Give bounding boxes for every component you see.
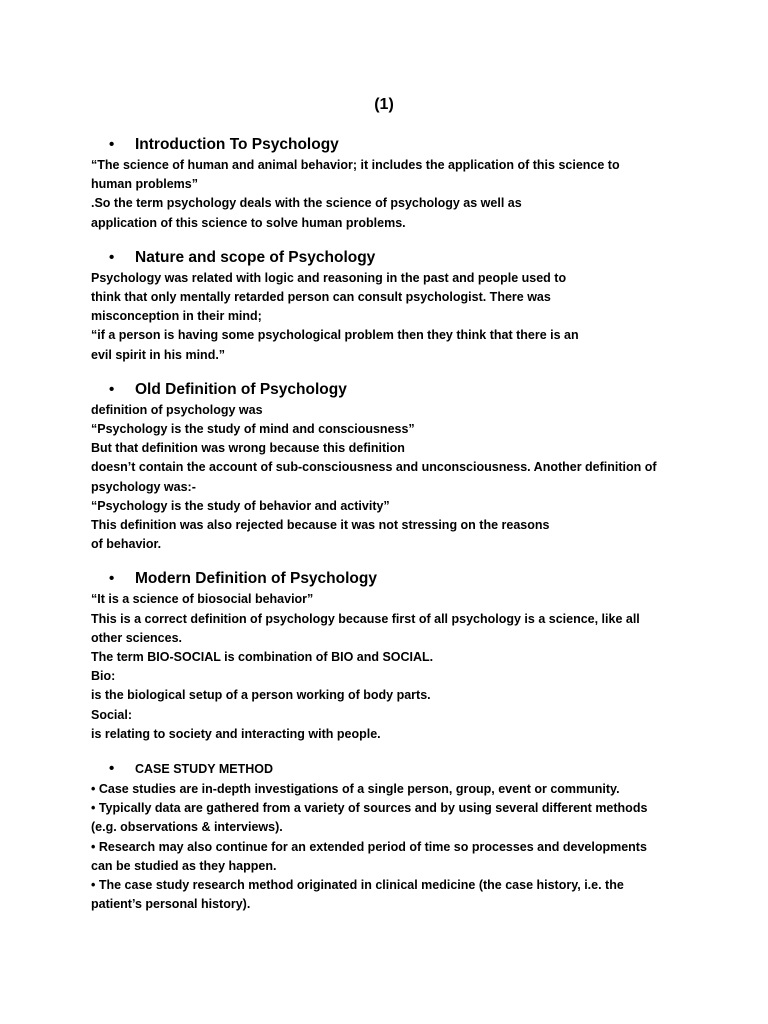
paragraph-line: other sciences. (91, 630, 183, 645)
page-number: (1) (374, 96, 394, 113)
heading-text: Old Definition of Psychology (135, 380, 347, 398)
paragraph-line: psychology was:- (91, 479, 196, 494)
paragraph-line: of behavior. (91, 537, 162, 552)
document-body (91, 134, 691, 929)
paragraph-line: This definition was also rejected because it was not stressing on the reasons (91, 518, 550, 533)
paragraph-line: • Research may also continue for an extended period of time so processes and developments (91, 839, 647, 854)
paragraph-line: evil spirit in his mind.” (91, 347, 226, 362)
section-heading (91, 379, 691, 401)
paragraph-line: (e.g. observations & interviews). (91, 820, 283, 835)
paragraph-line: “The science of human and animal behavior; it includes the application of this science to (91, 158, 620, 172)
section-heading (91, 247, 691, 269)
bullet-icon: • (109, 248, 115, 266)
section-introduction (91, 134, 691, 233)
paragraph-line: This is a correct definition of psychology because first of all psychology is a science, like all (91, 611, 640, 626)
section-heading (91, 568, 691, 590)
paragraph-line: can be studied as they happen. (91, 858, 277, 873)
heading-text: Modern Definition of Psychology (135, 570, 377, 588)
paragraph-line: patient’s personal history). (91, 897, 251, 912)
section-nature-scope (91, 247, 691, 365)
bullet-icon: • (109, 760, 115, 778)
paragraph-line: • The case study research method originated in clinical medicine (the case history, i.e. the (91, 878, 624, 893)
paragraph-line: The term BIO-SOCIAL is combination of BIO and SOCIAL. (91, 650, 434, 665)
section-heading (91, 134, 691, 156)
paragraph-line: .So the term psychology deals with the science of psychology as well as (91, 196, 522, 211)
heading-text: Nature and scope of Psychology (135, 248, 376, 266)
paragraph-line: “It is a science of biosocial behavior” (91, 592, 314, 607)
heading-text: CASE STUDY METHOD (135, 762, 273, 777)
paragraph-line: human problems” (91, 177, 198, 192)
paragraph-line: But that definition was wrong because this definition (91, 441, 405, 456)
paragraph-line: Social: (91, 707, 132, 722)
paragraph-line: “Psychology is the study of behavior and activity” (91, 498, 390, 513)
paragraph-line: • Typically data are gathered from a variety of sources and by using several different methods (91, 801, 648, 816)
section-case-study (91, 758, 691, 914)
bullet-icon: • (109, 136, 115, 153)
paragraph-line: • Case studies are in-depth investigations of a single person, group, event or community. (91, 782, 620, 797)
paragraph-line: think that only mentally retarded person can consult psychologist. There was (91, 290, 551, 305)
paragraph-line: “if a person is having some psychological problem then they think that there is an (91, 328, 579, 343)
section-heading (91, 758, 691, 780)
bullet-icon: • (109, 570, 115, 588)
paragraph-line: is relating to society and interacting with people. (91, 726, 381, 741)
heading-text: Introduction To Psychology (135, 136, 339, 153)
paragraph-line: definition of psychology was (91, 402, 263, 417)
section-modern-definition (91, 568, 691, 744)
bullet-icon: • (109, 380, 115, 398)
paragraph-line: is the biological setup of a person working of body parts. (91, 688, 431, 703)
paragraph-line: misconception in their mind; (91, 309, 262, 324)
section-old-definition (91, 379, 691, 555)
paragraph-line: Bio: (91, 669, 116, 684)
paragraph-line: “Psychology is the study of mind and consciousness” (91, 422, 415, 437)
paragraph-line: Psychology was related with logic and reasoning in the past and people used to (91, 270, 567, 285)
paragraph-line: application of this science to solve human problems. (91, 215, 406, 230)
paragraph-line: doesn’t contain the account of sub-consciousness and unconsciousness. Another definition of (91, 460, 657, 475)
